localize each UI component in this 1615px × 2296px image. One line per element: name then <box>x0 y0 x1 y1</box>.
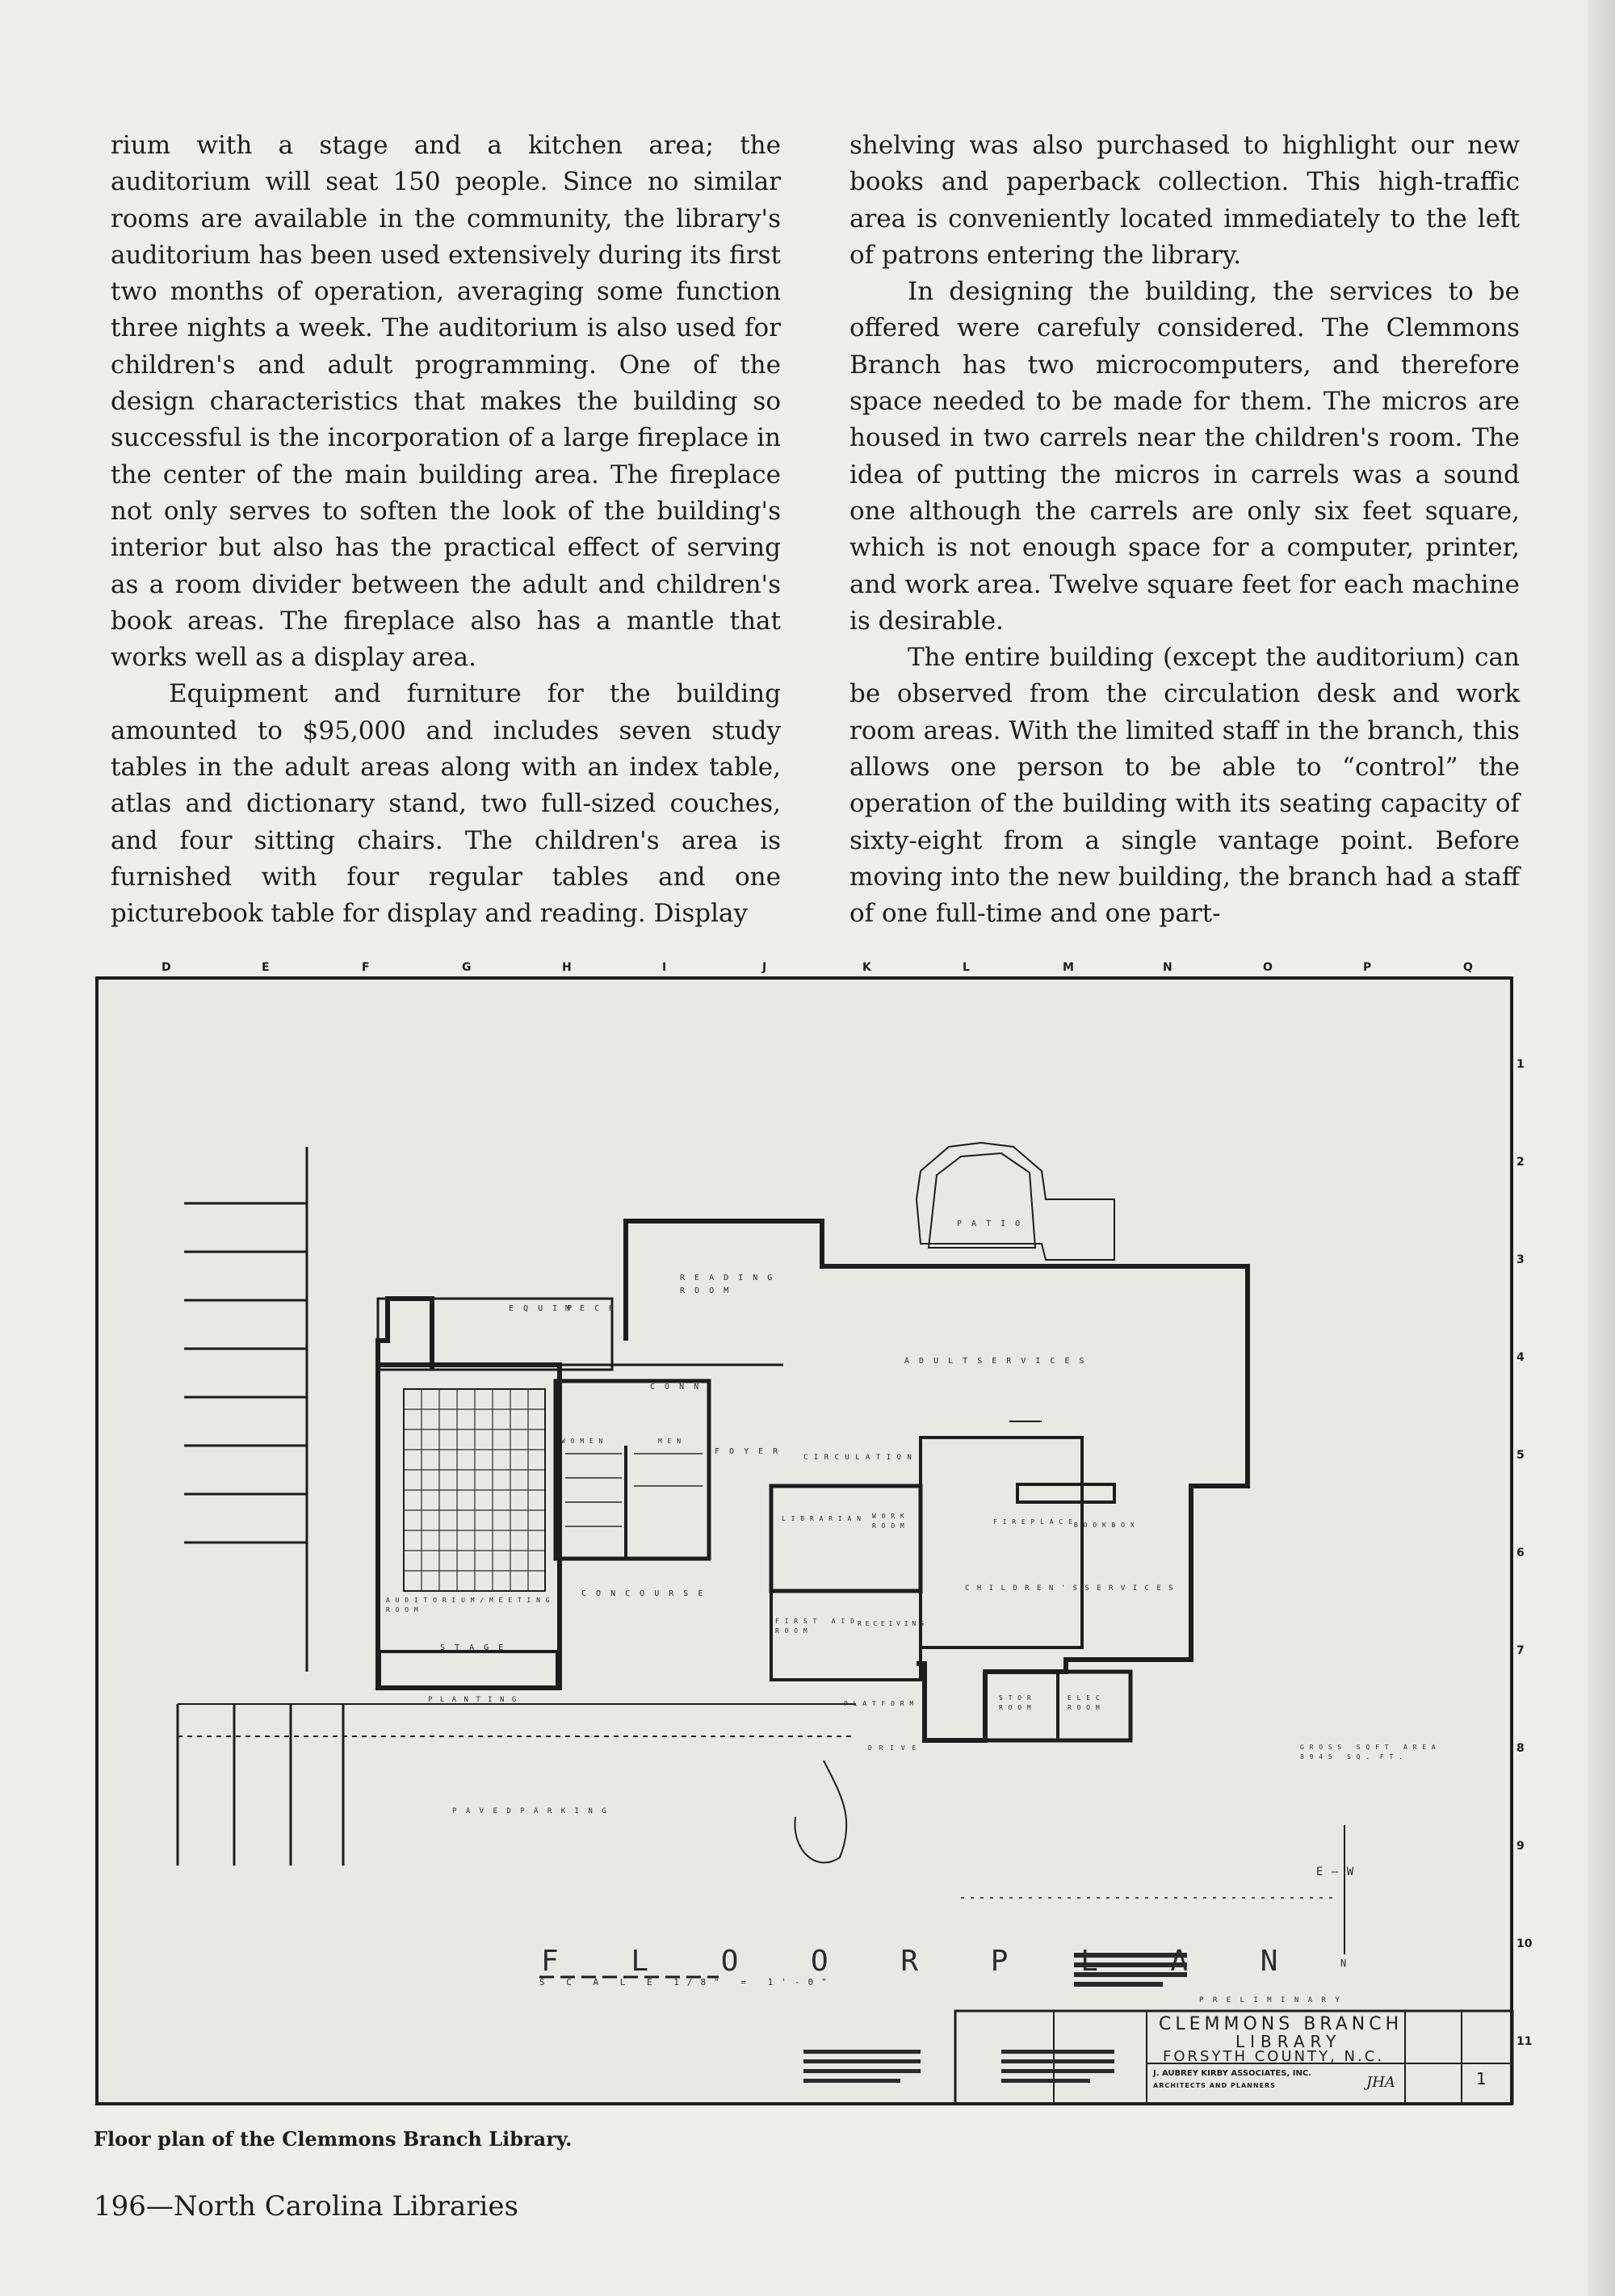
label-concourse: C O N C O U R S E <box>581 1589 706 1598</box>
fireplace <box>1017 1484 1114 1502</box>
title-block-project-line2: LIBRARY <box>1235 2032 1342 2051</box>
paragraph-4: In designing the building, the services to be offered were carefuly considered. The Clemmons Branch has two microcomputers, and therefore space needed to be made for them. The micros are housed in two carrels near the children's room. The idea of putting the micros in carrels was a sound one although the carrels are only six feet square, which is not enough space for a computer, printer, and work area. Twelve square feet for each machine is desirable. <box>849 277 1520 636</box>
grid-column-label: H <box>562 961 572 974</box>
title-block-initials: JHA <box>1366 2074 1395 2091</box>
grid-column-label: E <box>262 961 270 974</box>
label-circulation: C I R C U L A T I O N <box>803 1454 912 1462</box>
restroom-core <box>556 1381 709 1559</box>
label-work-room: W O R K R O O M <box>872 1513 905 1530</box>
grid-column-label: N <box>1163 961 1172 974</box>
label-platform: P L A T F O R M <box>844 1700 915 1707</box>
grid-row-label: 6 <box>1516 1547 1525 1559</box>
patio-inner <box>929 1153 1035 1248</box>
auditorium-wall <box>378 1365 560 1688</box>
label-mech: M E C H <box>565 1304 617 1313</box>
grid-row-label: 10 <box>1516 1937 1533 1950</box>
figure-caption: Floor plan of the Clemmons Branch Library. <box>94 2127 573 2151</box>
paragraph-3: shelving was also purchased to highlight our new books and paperback collection. This high-traffic area is conveniently located immediately to the left of patrons entering the library. <box>849 131 1520 270</box>
grid-column-label: P <box>1363 961 1372 974</box>
label-receiving: R E C E I V I N G <box>858 1620 924 1627</box>
paragraph-2: Equipment and furniture for the building amounted to $95,000 and includes seven study tables in the adult areas along with an index table, atlas and dictionary stand, two full-sized couches, and four sitting chairs. The children's area is furnished with four regular tables and one picturebook table for display and reading. Display <box>111 679 781 929</box>
grid-row-label: 11 <box>1516 2035 1533 2048</box>
label-equip: E Q U I P <box>509 1304 575 1313</box>
label-fireplace: F I R E P L A C E <box>993 1518 1073 1526</box>
north-label: N <box>1340 1958 1347 1969</box>
label-foyer: F O Y E R <box>715 1447 781 1456</box>
grid-column-label: G <box>462 961 472 974</box>
label-adult-services: A D U L T S E R V I C E S <box>904 1357 1087 1366</box>
label-stor-room: S T O R R O O M <box>999 1694 1032 1711</box>
title-block-sheet-number: 1 <box>1476 2069 1487 2088</box>
grid-row-label: 8 <box>1516 1742 1525 1755</box>
patio-outline <box>917 1143 1114 1260</box>
grid-column-label: K <box>862 961 871 974</box>
grid-column-label: J <box>762 961 767 974</box>
grid-row-label: 4 <box>1516 1351 1525 1364</box>
label-reading-room: R E A D I N G R O O M <box>680 1274 775 1295</box>
label-librarian: L I B R A R I A N <box>782 1515 862 1522</box>
label-elec-room: E L E C R O O M <box>1068 1694 1101 1711</box>
paragraph-1: rium with a stage and a kitchen area; the auditorium will seat 150 people. Since no similar rooms are available in the community, the library's auditorium has been used extensively during its first two months of operation, averaging some function three nights a week. The auditorium is also used for children's and adult programming. One of the design characteristics that makes the building so successful is the incorporation of a large fireplace in the center of the main building area. The fireplace not only serves to soften the look of the building's interior but also has the practical effect of serving as a room divider between the adult and children's book areas. The fireplace also has a mantle that works well as a display area. <box>111 131 781 673</box>
grid-row-label: 5 <box>1516 1449 1525 1462</box>
seating-grid <box>404 1389 545 1591</box>
grid-column-label: L <box>963 961 970 974</box>
title-block <box>1147 2011 1487 2101</box>
label-stage: S T A G E <box>440 1643 506 1652</box>
grid-column-label: Q <box>1463 961 1473 974</box>
grid-column-label: F <box>362 961 370 974</box>
librarian-workroom <box>771 1486 921 1591</box>
exterior-wall <box>626 1221 1248 1740</box>
grid-column-label: I <box>662 961 667 974</box>
label-auditorium: A U D I T O R I U M / M E E T I N G R O O M <box>386 1597 551 1614</box>
grid-column-label: O <box>1263 961 1273 974</box>
fireplace-area <box>921 1438 1082 1647</box>
compass-rose: E — W <box>1316 1866 1355 1878</box>
label-men: M E N <box>658 1438 682 1445</box>
title-block-project-line1: CLEMMONS BRANCH <box>1159 2014 1403 2034</box>
label-childrens-services: C H I L D R E N ' S S E R V I C E S <box>965 1585 1175 1593</box>
page-folio: 196—North Carolina Libraries <box>94 2190 518 2223</box>
grid-row-label: 7 <box>1516 1644 1525 1657</box>
floor-plan-scale: S C A L E 1/8" = 1'-0" <box>539 1977 835 1987</box>
grid-row-label: 9 <box>1516 1840 1525 1853</box>
label-patio: P A T I O <box>957 1219 1023 1228</box>
restroom-partitions <box>565 1454 703 1526</box>
label-paved-parking: P A V E D P A R K I N G <box>452 1807 609 1815</box>
label-drive: D R I V E <box>868 1744 918 1752</box>
label-book-box: B O O K B O X <box>1074 1522 1135 1529</box>
grid-row-label: 3 <box>1516 1253 1525 1266</box>
label-gross-area: G R O S S S Q F T A R E A 8 9 4 5 S Q . F T . <box>1300 1744 1437 1761</box>
grid-row-label: 1 <box>1516 1058 1525 1071</box>
label-first-aid: F I R S T A I D R O O M <box>775 1618 855 1635</box>
label-women: W O M E N <box>561 1438 604 1445</box>
title-block-project-line3: FORSYTH COUNTY, N.C. <box>1163 2048 1384 2065</box>
floor-plan-title: F L O O R P L A N <box>541 1945 1306 1978</box>
grid-column-label: M <box>1063 961 1074 974</box>
grid-row-label: 2 <box>1516 1156 1525 1169</box>
preliminary-label: P R E L I M I N A R Y <box>1199 1996 1342 2004</box>
title-block-architect-sub: ARCHITECTS AND PLANNERS <box>1153 2082 1276 2089</box>
stage <box>380 1652 557 1688</box>
drive-curve <box>795 1761 846 1862</box>
title-block-architect: J. AUBREY KIRBY ASSOCIATES, INC. <box>1153 2069 1311 2078</box>
label-conn: C O N N <box>650 1383 702 1391</box>
grid-column-label: D <box>162 961 171 974</box>
label-planting: P L A N T I N G <box>428 1696 518 1704</box>
wall <box>378 1299 432 1369</box>
paragraph-5: The entire building (except the auditorium) can be observed from the circulation desk and work room areas. With the limited staff in the branch, this allows one person to be able to “control” the operation of the building with its seating capacity of sixty-eight from a single vantage point. Before moving into the new building, the branch had a staff of one full-time and one part- <box>849 643 1520 929</box>
